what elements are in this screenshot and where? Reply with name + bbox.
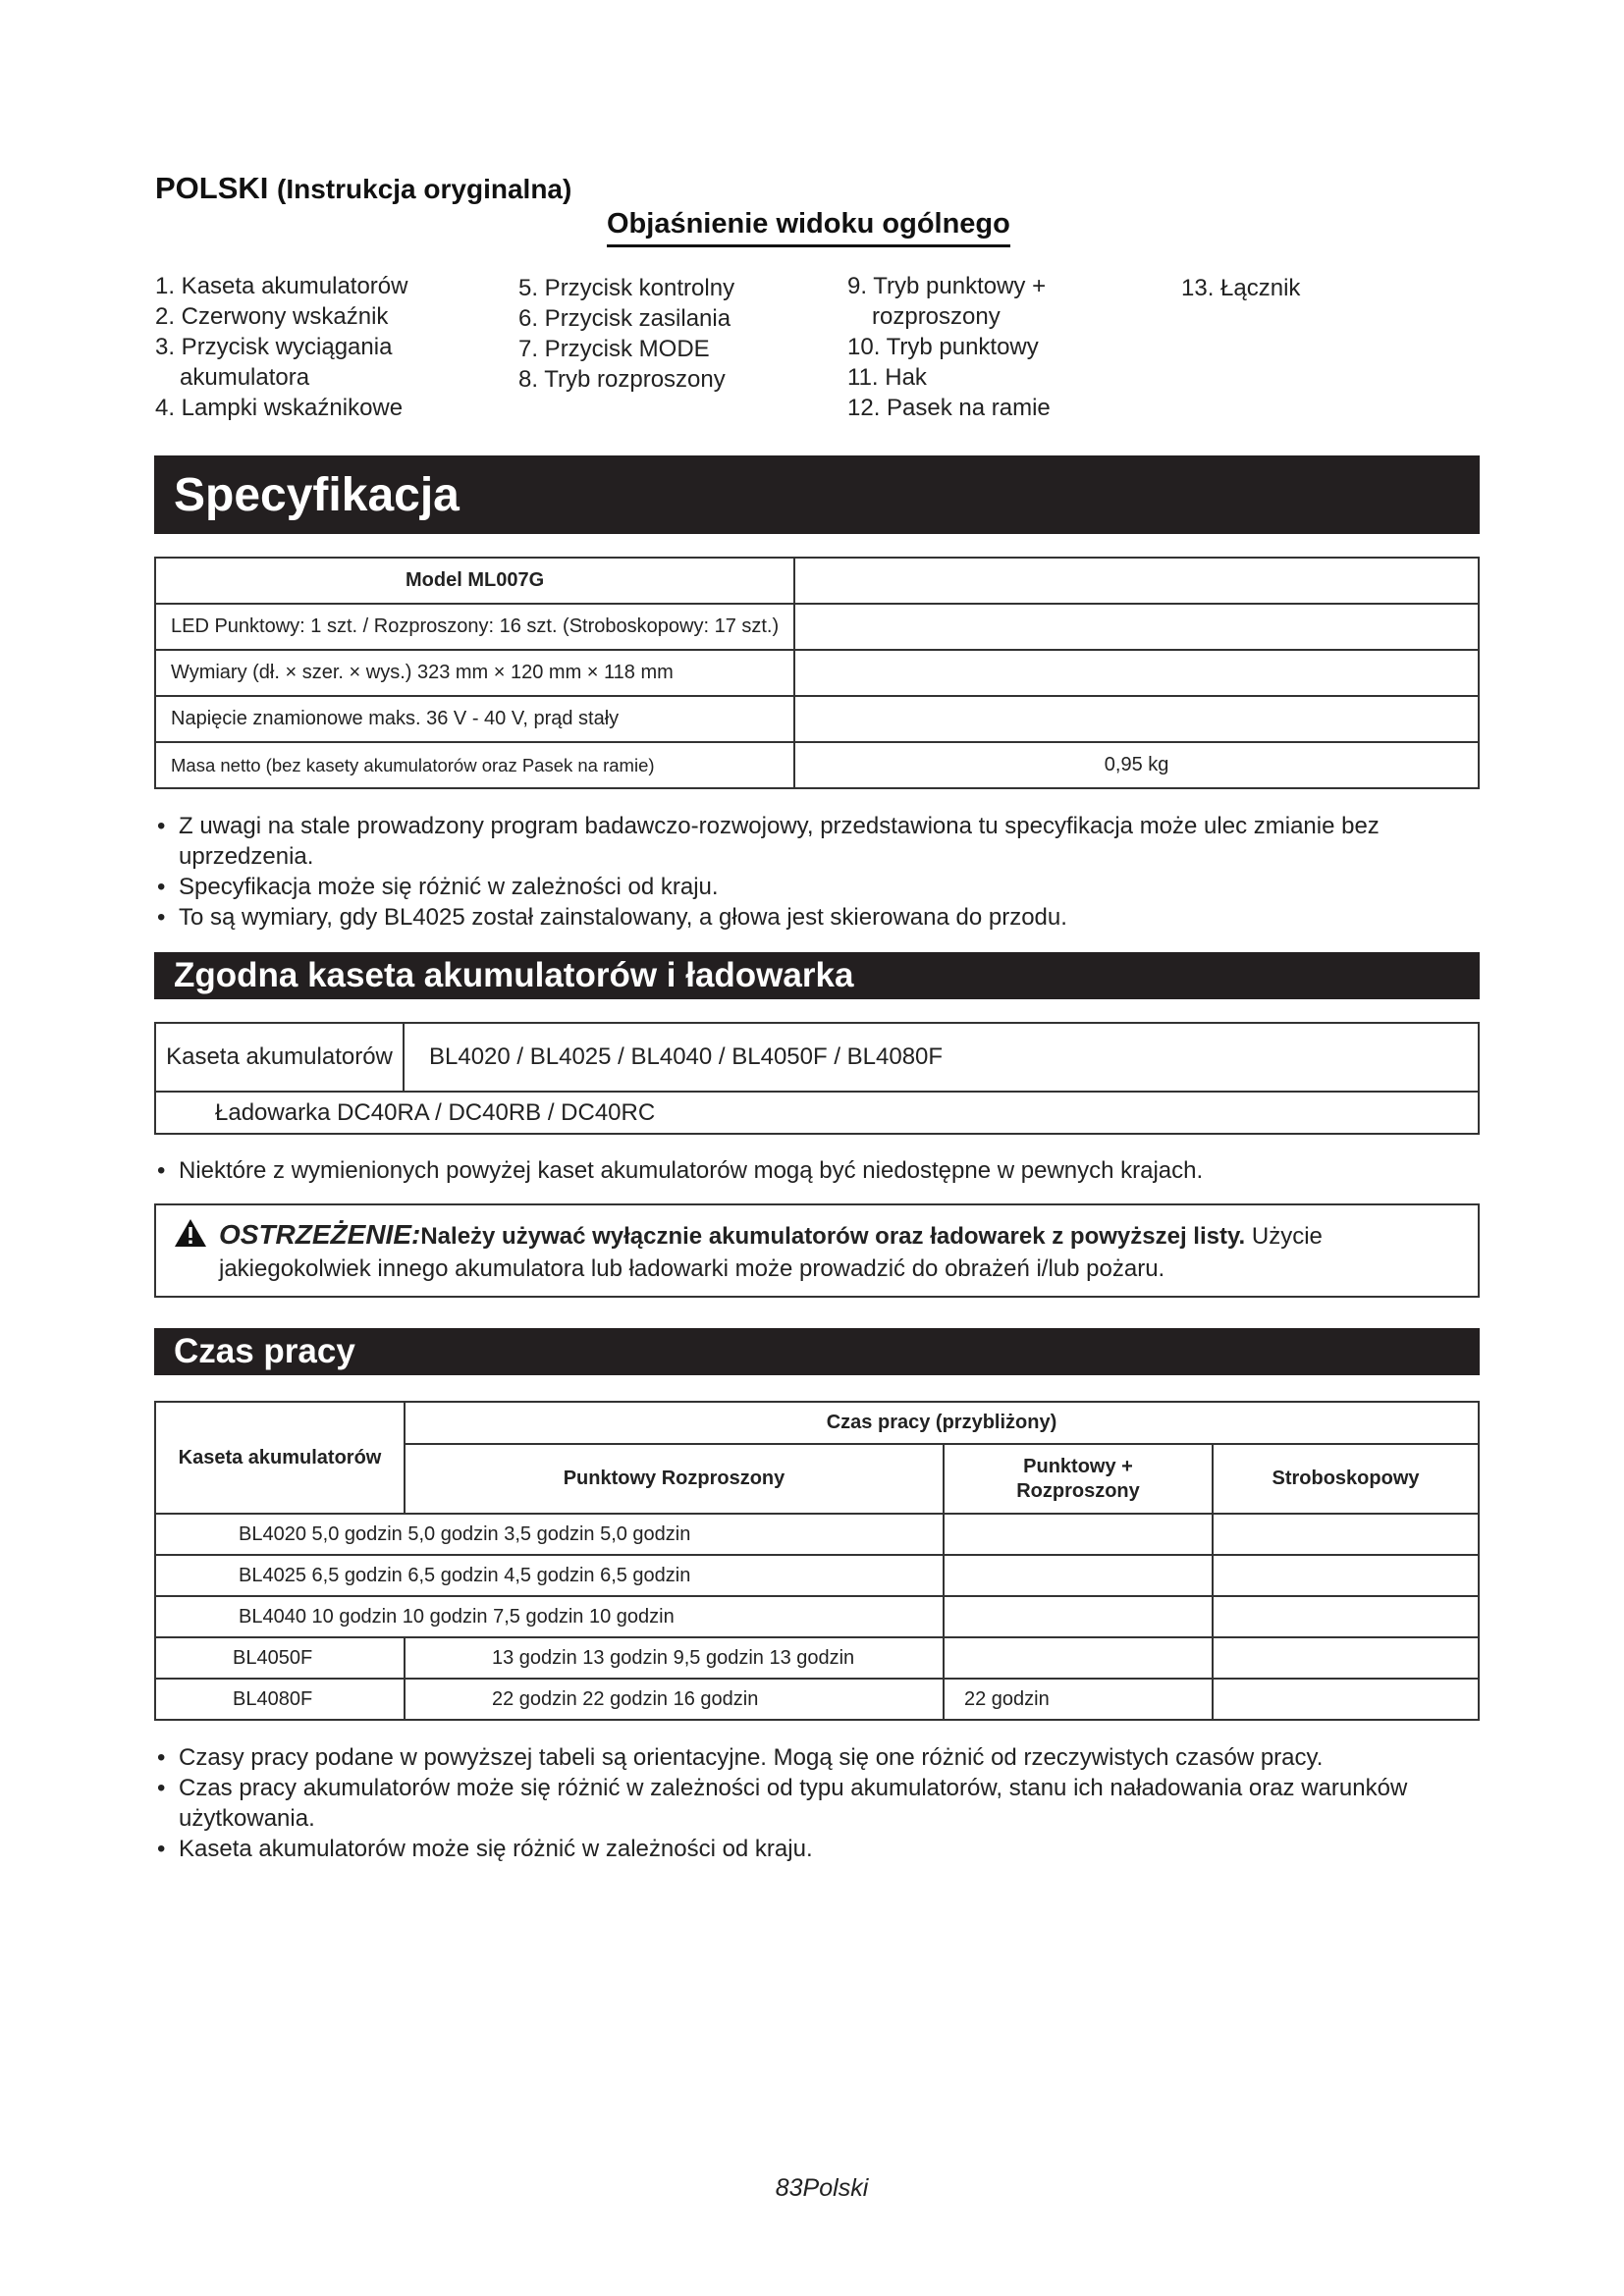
table-row (155, 1514, 1479, 1555)
note-item: • To są wymiary, gdy BL4025 został zainstalowany, a głowa jest skierowana do przodu. (157, 902, 1492, 933)
runtime-cell (944, 1514, 1213, 1555)
part-item: 5. Przycisk kontrolny (518, 275, 735, 301)
language-name: POLSKI (155, 171, 269, 205)
spec-cell-label: Napięcie znamionowe maks. 36 V - 40 V, prąd stały (155, 696, 794, 742)
part-item: 6. Przycisk zasilania (518, 305, 731, 332)
runtime-cell (1213, 1596, 1479, 1637)
spec-cell-value: 0,95 kg (794, 742, 1479, 788)
parts-column-2 (518, 273, 734, 395)
battery-value: BL4020 / BL4025 / BL4040 / BL4050F / BL4080F (404, 1023, 1479, 1092)
note-item: • Kaseta akumulatorów może się różnić w zależności od kraju. (157, 1834, 1453, 1864)
overview-title: Objaśnienie widoku ogólnego (607, 208, 1010, 247)
part-item: 12. Pasek na ramie (847, 395, 1051, 421)
table-row (155, 1023, 1479, 1092)
compat-table (154, 1022, 1480, 1135)
spec-cell-value (794, 604, 1479, 650)
part-item: 4. Lampki wskaźnikowe (155, 395, 404, 421)
col-header-spot-plus-diffuse (944, 1444, 1213, 1514)
part-item: 7. Przycisk MODE (518, 336, 710, 362)
runtime-table (154, 1401, 1480, 1721)
part-item: 8. Tryb rozproszony (518, 366, 726, 393)
table-row (155, 1596, 1479, 1637)
table-row (155, 604, 1479, 650)
note-item: • Czasy pracy podane w powyższej tabeli są orientacyjne. Mogą się one różnić od rzeczywistych czasów pracy. (157, 1742, 1453, 1773)
runtime-notes (157, 1742, 1453, 1864)
spec-cell-value (794, 650, 1479, 696)
col-header-strobe: Stroboskopowy (1213, 1444, 1479, 1514)
spec-notes (157, 811, 1492, 933)
table-row (155, 1679, 1479, 1720)
part-item: 1. Kaseta akumulatorów (155, 273, 408, 299)
part-item: 3. Przycisk wyciągania (155, 334, 393, 360)
parts-column-4 (1181, 273, 1300, 303)
language-note: (Instrukcja oryginalna) (277, 174, 572, 204)
table-row (155, 1092, 1479, 1134)
compat-notes (157, 1155, 1492, 1186)
col-header-group: Czas pracy (przybliżony) (405, 1402, 1479, 1444)
runtime-cell (944, 1596, 1213, 1637)
runtime-cell (1213, 1637, 1479, 1679)
col-header-battery: Kaseta akumulatorów (155, 1402, 405, 1514)
spec-section-title: Specyfikacja (154, 455, 1480, 534)
runtime-cell: BL4040 10 godzin 10 godzin 7,5 godzin 10 godzin (155, 1596, 944, 1637)
col-header-line: Punktowy + (1023, 1455, 1133, 1477)
part-item-continued: rozproszony (872, 303, 1001, 330)
warning-triangle-icon (174, 1218, 207, 1248)
part-item-continued: akumulatora (180, 364, 310, 391)
runtime-cell: BL4025 6,5 godzin 6,5 godzin 4,5 godzin 6,5 godzin (155, 1555, 944, 1596)
note-item: • Z uwagi na stale prowadzony program badawczo-rozwojowy, przedstawiona tu specyfikacja może ulec zmianie bez uprzedzenia. (157, 811, 1492, 872)
spec-cell-label: Masa netto (bez kasety akumulatorów oraz Pasek na ramie) (155, 742, 794, 788)
runtime-cell: 13 godzin 13 godzin 9,5 godzin 13 godzin (405, 1637, 944, 1679)
spec-table (154, 557, 1480, 789)
part-item: 9. Tryb punktowy + (847, 273, 1047, 299)
spec-cell-value (794, 558, 1479, 604)
runtime-cell-battery: BL4080F (155, 1679, 405, 1720)
compat-section-title: Zgodna kaseta akumulatorów i ładowarka (154, 952, 1480, 999)
runtime-cell (1213, 1514, 1479, 1555)
warning-text: Użycie (1251, 1223, 1323, 1250)
runtime-cell-battery: BL4050F (155, 1637, 405, 1679)
warning-box (154, 1203, 1480, 1298)
table-row (155, 1637, 1479, 1679)
col-header-line: Rozproszony (1016, 1479, 1140, 1502)
runtime-cell (944, 1637, 1213, 1679)
spec-cell-label: LED Punktowy: 1 szt. / Rozproszony: 16 szt. (Stroboskopowy: 17 szt.) (155, 604, 794, 650)
battery-label: Kaseta akumulatorów (155, 1023, 404, 1092)
table-row (155, 696, 1479, 742)
col-header-spot-diffuse: Punktowy Rozproszony (405, 1444, 944, 1514)
part-item: 2. Czerwony wskaźnik (155, 303, 389, 330)
runtime-cell: BL4020 5,0 godzin 5,0 godzin 3,5 godzin 5,0 godzin (155, 1514, 944, 1555)
table-row (155, 650, 1479, 696)
parts-column-1 (155, 271, 407, 423)
spec-cell-label: Model ML007G (155, 558, 794, 604)
table-row (155, 742, 1479, 788)
warning-text-line-2: jakiegokolwiek innego akumulatora lub ładowarki może prowadzić do obrażeń i/lub pożaru. (219, 1255, 1165, 1282)
language-heading (155, 171, 571, 206)
charger-row: Ładowarka DC40RA / DC40RB / DC40RC (155, 1092, 1479, 1134)
page-number: 83Polski (775, 2174, 869, 2202)
runtime-cell (1213, 1679, 1479, 1720)
parts-column-3 (847, 271, 1051, 423)
spec-cell-label: Wymiary (dł. × szer. × wys.) 323 mm × 120 mm × 118 mm (155, 650, 794, 696)
table-row (155, 1555, 1479, 1596)
table-row (155, 558, 1479, 604)
runtime-cell (1213, 1555, 1479, 1596)
note-item: • Specyfikacja może się różnić w zależności od kraju. (157, 872, 1492, 902)
part-item: 10. Tryb punktowy (847, 334, 1039, 360)
warning-bold-text: Należy używać wyłącznie akumulatorów oraz ładowarek z powyższej listy. (420, 1223, 1246, 1250)
runtime-cell: 22 godzin (944, 1679, 1213, 1720)
table-header-row (155, 1402, 1479, 1444)
warning-label: OSTRZEŻENIE: (219, 1219, 421, 1250)
runtime-cell: 22 godzin 22 godzin 16 godzin (405, 1679, 944, 1720)
runtime-section-title: Czas pracy (154, 1328, 1480, 1375)
part-item: 13. Łącznik (1181, 275, 1301, 301)
note-item: • Niektóre z wymienionych powyżej kaset akumulatorów mogą być niedostępne w pewnych krajach. (157, 1155, 1492, 1186)
part-item: 11. Hak (847, 364, 927, 391)
spec-cell-value (794, 696, 1479, 742)
note-item: • Czas pracy akumulatorów może się różnić w zależności od typu akumulatorów, stanu ich naładowania oraz warunków użytkowania. (157, 1773, 1453, 1834)
runtime-cell (944, 1555, 1213, 1596)
